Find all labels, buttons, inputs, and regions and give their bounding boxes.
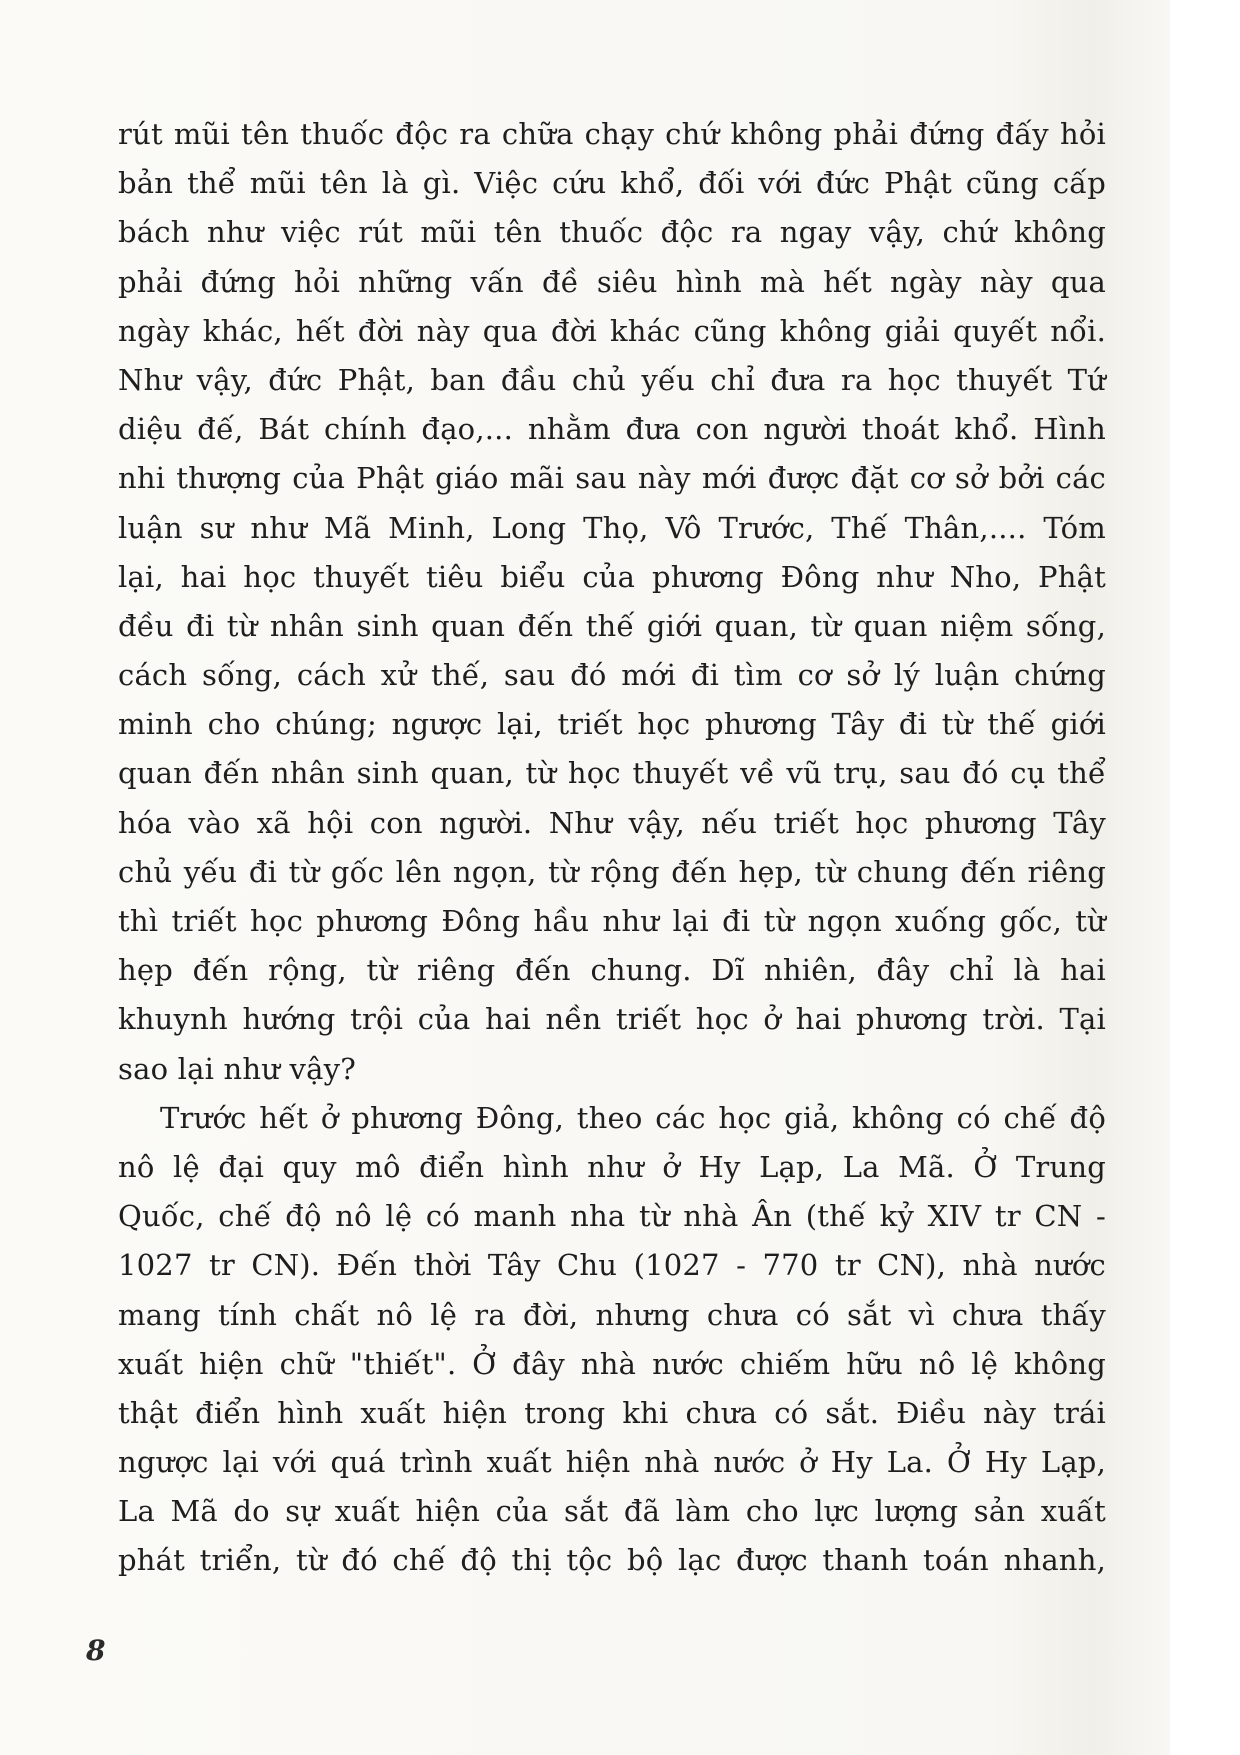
text-line: xuất hiện chữ "thiết". Ở đây nhà nước chiếm hữu nô lệ không [118, 1346, 1106, 1381]
text-line-indented: Trước hết ở phương Đông, theo các học giả, không có chế độ [160, 1100, 1106, 1135]
text-line: thì triết học phương Đông hầu như lại đi từ ngọn xuống gốc, từ [118, 904, 1106, 938]
text-line: diệu đế, Bát chính đạo,... nhằm đưa con người thoát khổ. Hình [118, 412, 1106, 447]
page-number: 8 [86, 1634, 106, 1667]
text-line: khuynh hướng trội của hai nền triết học ở hai phương trời. Tại [118, 1002, 1106, 1037]
text-line: phát triển, từ đó chế độ thị tộc bộ lạc được thanh toán nhanh, [118, 1543, 1106, 1578]
text-line: La Mã do sự xuất hiện của sắt đã làm cho lực lượng sản xuất [118, 1494, 1106, 1529]
text-line: Quốc, chế độ nô lệ có manh nha từ nhà Ân (thế kỷ XIV tr CN - [118, 1199, 1106, 1234]
text-line: đều đi từ nhân sinh quan đến thế giới quan, từ quan niệm sống, [118, 608, 1106, 643]
text-line: cách sống, cách xử thế, sau đó mới đi tìm cơ sở lý luận chứng [118, 658, 1106, 693]
text-line: lại, hai học thuyết tiêu biểu của phương Đông như Nho, Phật [118, 559, 1106, 594]
page-right-margin [1170, 0, 1240, 1755]
text-line: nhi thượng của Phật giáo mãi sau này mới được đặt cơ sở bởi các [118, 461, 1106, 496]
text-line: rút mũi tên thuốc độc ra chữa chạy chứ không phải đứng đấy hỏi [118, 117, 1106, 151]
text-line: chủ yếu đi từ gốc lên ngọn, từ rộng đến hẹp, từ chung đến riêng [118, 854, 1106, 889]
text-line: ngược lại với quá trình xuất hiện nhà nước ở Hy La. Ở Hy Lạp, [118, 1445, 1106, 1480]
text-line: quan đến nhân sinh quan, từ học thuyết về vũ trụ, sau đó cụ thể [118, 756, 1106, 791]
text-line: bản thể mũi tên là gì. Việc cứu khổ, đối với đức Phật cũng cấp [118, 166, 1106, 201]
text-line: nô lệ đại quy mô điển hình như ở Hy Lạp, La Mã. Ở Trung [118, 1149, 1106, 1184]
text-line: phải đứng hỏi những vấn đề siêu hình mà hết ngày này qua [118, 264, 1106, 299]
text-line: mang tính chất nô lệ ra đời, nhưng chưa có sắt vì chưa thấy [118, 1297, 1106, 1332]
text-line: Như vậy, đức Phật, ban đầu chủ yếu chỉ đưa ra học thuyết Tứ [118, 362, 1106, 397]
text-line: hẹp đến rộng, từ riêng đến chung. Dĩ nhiên, đây chỉ là hai [118, 953, 1106, 988]
text-line: thật điển hình xuất hiện trong khi chưa có sắt. Điều này trái [118, 1395, 1106, 1430]
text-line: minh cho chúng; ngược lại, triết học phương Tây đi từ thế giới [118, 707, 1106, 742]
text-line: bách như việc rút mũi tên thuốc độc ra ngay vậy, chứ không [118, 215, 1106, 250]
body-text [118, 110, 1106, 1586]
text-line: luận sư như Mã Minh, Long Thọ, Vô Trước, Thế Thân,.... Tóm [118, 510, 1106, 545]
text-line: 1027 tr CN). Đến thời Tây Chu (1027 - 770 tr CN), nhà nước [118, 1248, 1106, 1283]
text-line: hóa vào xã hội con người. Như vậy, nếu triết học phương Tây [118, 805, 1106, 840]
text-line: sao lại như vậy? [118, 1051, 356, 1086]
text-line: ngày khác, hết đời này qua đời khác cũng không giải quyết nổi. [118, 313, 1106, 348]
